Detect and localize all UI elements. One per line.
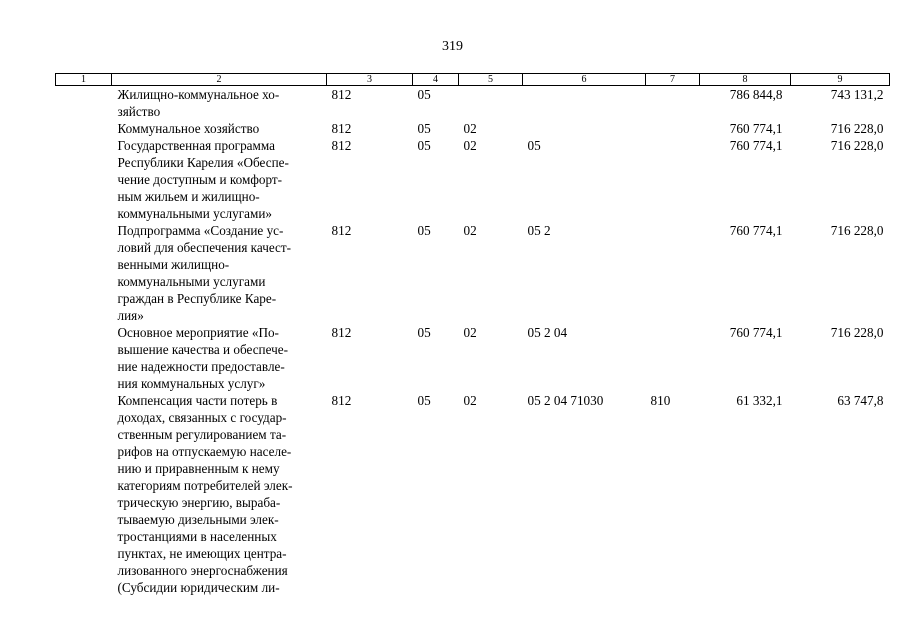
table-row — [56, 120, 890, 137]
item-name-line: чение доступным и комфорт- — [117, 172, 283, 187]
table-row — [56, 137, 890, 222]
page-number: 319 — [442, 39, 463, 54]
expense-type-cell: 810 — [650, 393, 671, 408]
item-name-cell — [112, 324, 327, 392]
expense-type-cell — [646, 86, 700, 121]
row-number-cell — [56, 137, 112, 222]
target-article-cell: 05 2 — [527, 223, 551, 238]
item-name-cell — [112, 86, 327, 121]
item-name-line: трическую энергию, выраба- — [117, 495, 281, 510]
ministry-code-cell: 812 — [331, 393, 352, 408]
section-code-cell: 05 — [417, 223, 431, 238]
amount-year1-cell: 760 774,1 — [729, 325, 783, 340]
row-number-cell — [56, 120, 112, 137]
item-name-line: Государственная программа — [117, 138, 275, 153]
item-name-line: Компенсация части потерь в — [117, 393, 278, 408]
amount-year2-cell: 743 131,2 — [830, 87, 884, 102]
budget-table — [55, 73, 890, 596]
item-name-line: ловий для обеспечения качест- — [117, 240, 292, 255]
column-header: 4 — [413, 74, 459, 86]
subsection-code-cell: 02 — [463, 393, 477, 408]
item-name-cell — [112, 392, 327, 596]
column-header: 8 — [700, 74, 791, 86]
amount-year1-cell: 786 844,8 — [729, 87, 783, 102]
item-name-line: Коммунальное хозяйство — [117, 121, 260, 136]
table-body — [56, 86, 890, 597]
column-number-header-row — [56, 74, 890, 86]
item-name-line: нию и приравненным к нему — [117, 461, 280, 476]
column-header: 2 — [112, 74, 327, 86]
item-name-line: ния коммунальных услуг» — [117, 376, 266, 391]
item-name-line: коммунальными услугами — [117, 274, 266, 289]
amount-year2-cell: 716 228,0 — [830, 138, 884, 153]
amount-year1-cell: 760 774,1 — [729, 121, 783, 136]
item-name-line: коммунальными услугами» — [117, 206, 272, 221]
item-name-line: ние надежности предоставле- — [117, 359, 285, 374]
row-number-cell — [56, 324, 112, 392]
amount-year2-cell: 716 228,0 — [830, 223, 884, 238]
item-name-line: (Субсидии юридическим ли- — [117, 580, 280, 595]
target-article-cell — [523, 120, 646, 137]
table-row — [56, 222, 890, 324]
column-header: 9 — [791, 74, 890, 86]
subsection-code-cell: 02 — [463, 138, 477, 153]
item-name-line: зяйство — [117, 104, 161, 119]
table-row — [56, 86, 890, 121]
item-name-line: Республики Карелия «Обеспе- — [117, 155, 289, 170]
section-code-cell: 05 — [417, 393, 431, 408]
item-name-line: ственным регулированием та- — [117, 427, 287, 442]
expense-type-cell — [646, 222, 700, 324]
expense-type-cell — [646, 137, 700, 222]
ministry-code-cell: 812 — [331, 87, 352, 102]
item-name-line: лия» — [117, 308, 144, 323]
subsection-code-cell: 02 — [463, 121, 477, 136]
item-name-line: ным жильем и жилищно- — [117, 189, 260, 204]
amount-year2-cell: 63 747,8 — [837, 393, 884, 408]
section-code-cell: 05 — [417, 325, 431, 340]
section-code-cell: 05 — [417, 121, 431, 136]
row-number-cell — [56, 222, 112, 324]
column-header: 1 — [56, 74, 112, 86]
section-code-cell: 05 — [417, 87, 431, 102]
expense-type-cell — [646, 120, 700, 137]
item-name-line: тростанциями в населенных — [117, 529, 277, 544]
ministry-code-cell: 812 — [331, 138, 352, 153]
column-header: 3 — [327, 74, 413, 86]
amount-year2-cell: 716 228,0 — [830, 325, 884, 340]
subsection-code-cell: 02 — [463, 223, 477, 238]
subsection-code-cell — [459, 86, 523, 121]
item-name-cell — [112, 137, 327, 222]
table-row — [56, 324, 890, 392]
item-name-line: рифов на отпускаемую населе- — [117, 444, 292, 459]
column-header: 5 — [459, 74, 523, 86]
amount-year1-cell: 760 774,1 — [729, 138, 783, 153]
item-name-line: пунктах, не имеющих центра- — [117, 546, 287, 561]
ministry-code-cell: 812 — [331, 121, 352, 136]
item-name-line: тываемую дизельными элек- — [117, 512, 279, 527]
item-name-cell — [112, 120, 327, 137]
expense-type-cell — [646, 324, 700, 392]
amount-year1-cell: 760 774,1 — [729, 223, 783, 238]
table-row — [56, 392, 890, 596]
target-article-cell: 05 2 04 — [527, 325, 568, 340]
item-name-line: венными жилищно- — [117, 257, 230, 272]
item-name-line: Подпрограмма «Создание ус- — [117, 223, 284, 238]
target-article-cell — [523, 86, 646, 121]
item-name-line: граждан в Республике Каре- — [117, 291, 277, 306]
item-name-line: Жилищно-коммунальное хо- — [117, 87, 280, 102]
item-name-line: доходах, связанных с государ- — [117, 410, 287, 425]
item-name-line: вышение качества и обеспече- — [117, 342, 289, 357]
ministry-code-cell: 812 — [331, 325, 352, 340]
column-header: 7 — [646, 74, 700, 86]
row-number-cell — [56, 86, 112, 121]
item-name-line: Основное мероприятие «По- — [117, 325, 279, 340]
item-name-line: лизованного энергоснабжения — [117, 563, 288, 578]
row-number-cell — [56, 392, 112, 596]
target-article-cell: 05 — [527, 138, 541, 153]
subsection-code-cell: 02 — [463, 325, 477, 340]
column-header: 6 — [523, 74, 646, 86]
target-article-cell: 05 2 04 71030 — [527, 393, 604, 408]
item-name-cell — [112, 222, 327, 324]
item-name-line: категориям потребителей элек- — [117, 478, 293, 493]
section-code-cell: 05 — [417, 138, 431, 153]
ministry-code-cell: 812 — [331, 223, 352, 238]
amount-year1-cell: 61 332,1 — [736, 393, 783, 408]
amount-year2-cell: 716 228,0 — [830, 121, 884, 136]
